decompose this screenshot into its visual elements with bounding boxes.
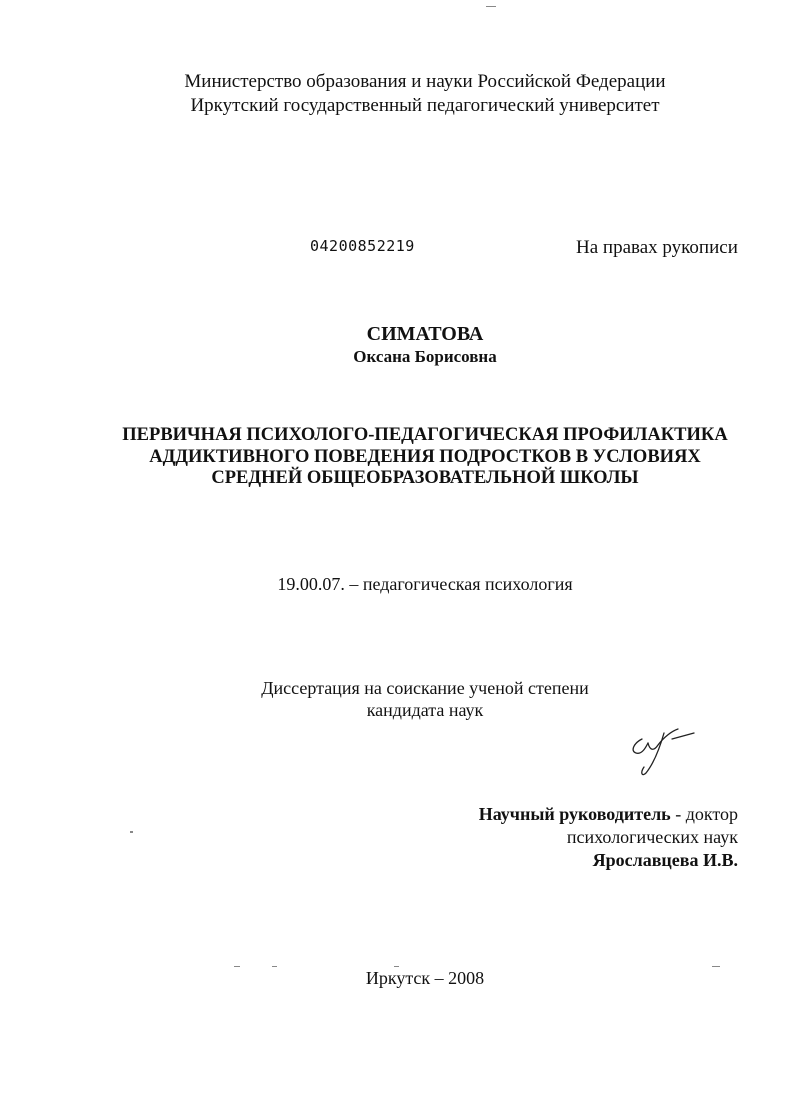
scan-speck xyxy=(394,966,399,967)
dissertation-title xyxy=(60,425,790,490)
author-given-names: Оксана Борисовна xyxy=(353,347,497,366)
title-line-3: СРЕДНЕЙ ОБЩЕОБРАЗОВАТЕЛЬНОЙ ШКОЛЫ xyxy=(211,468,639,488)
author-surname: СИМАТОВА xyxy=(366,323,484,345)
title-line-2: АДДИКТИВНОГО ПОВЕДЕНИЯ ПОДРОСТКОВ В УСЛОВИЯХ xyxy=(149,446,701,467)
scan-speck xyxy=(712,966,720,967)
manuscript-rights-label: На правах рукописи xyxy=(576,237,738,258)
city-year: Иркутск – 2008 xyxy=(365,968,485,988)
advisor-degree-part2: психологических наук xyxy=(566,827,738,847)
university-name: Иркутский государственный педагогический университет xyxy=(190,95,660,116)
degree-line-2: кандидата наук xyxy=(366,700,484,720)
author-block xyxy=(90,322,760,368)
degree-line-1: Диссертация на соискание ученой степени xyxy=(261,678,589,698)
registration-code: 04200852219 xyxy=(310,237,415,255)
degree-statement xyxy=(90,677,760,721)
specialty-code: 19.00.07. – педагогическая психология xyxy=(277,574,573,594)
ministry-header xyxy=(90,70,760,118)
scan-speck xyxy=(486,6,496,7)
advisor-degree-part1: - доктор xyxy=(675,804,738,824)
advisor-label: Научный руководитель xyxy=(478,804,671,824)
signature-mark xyxy=(620,717,700,787)
scientific-advisor xyxy=(479,803,738,872)
scan-speck xyxy=(130,831,133,833)
scan-speck xyxy=(272,966,277,967)
title-line-1: ПЕРВИЧНАЯ ПСИХОЛОГО-ПЕДАГОГИЧЕСКАЯ ПРОФИЛАКТИКА xyxy=(122,425,728,445)
scan-speck xyxy=(234,966,240,967)
advisor-name: Ярославцева И.В. xyxy=(592,850,738,870)
ministry-name: Министерство образования и науки Российской Федерации xyxy=(184,71,666,92)
